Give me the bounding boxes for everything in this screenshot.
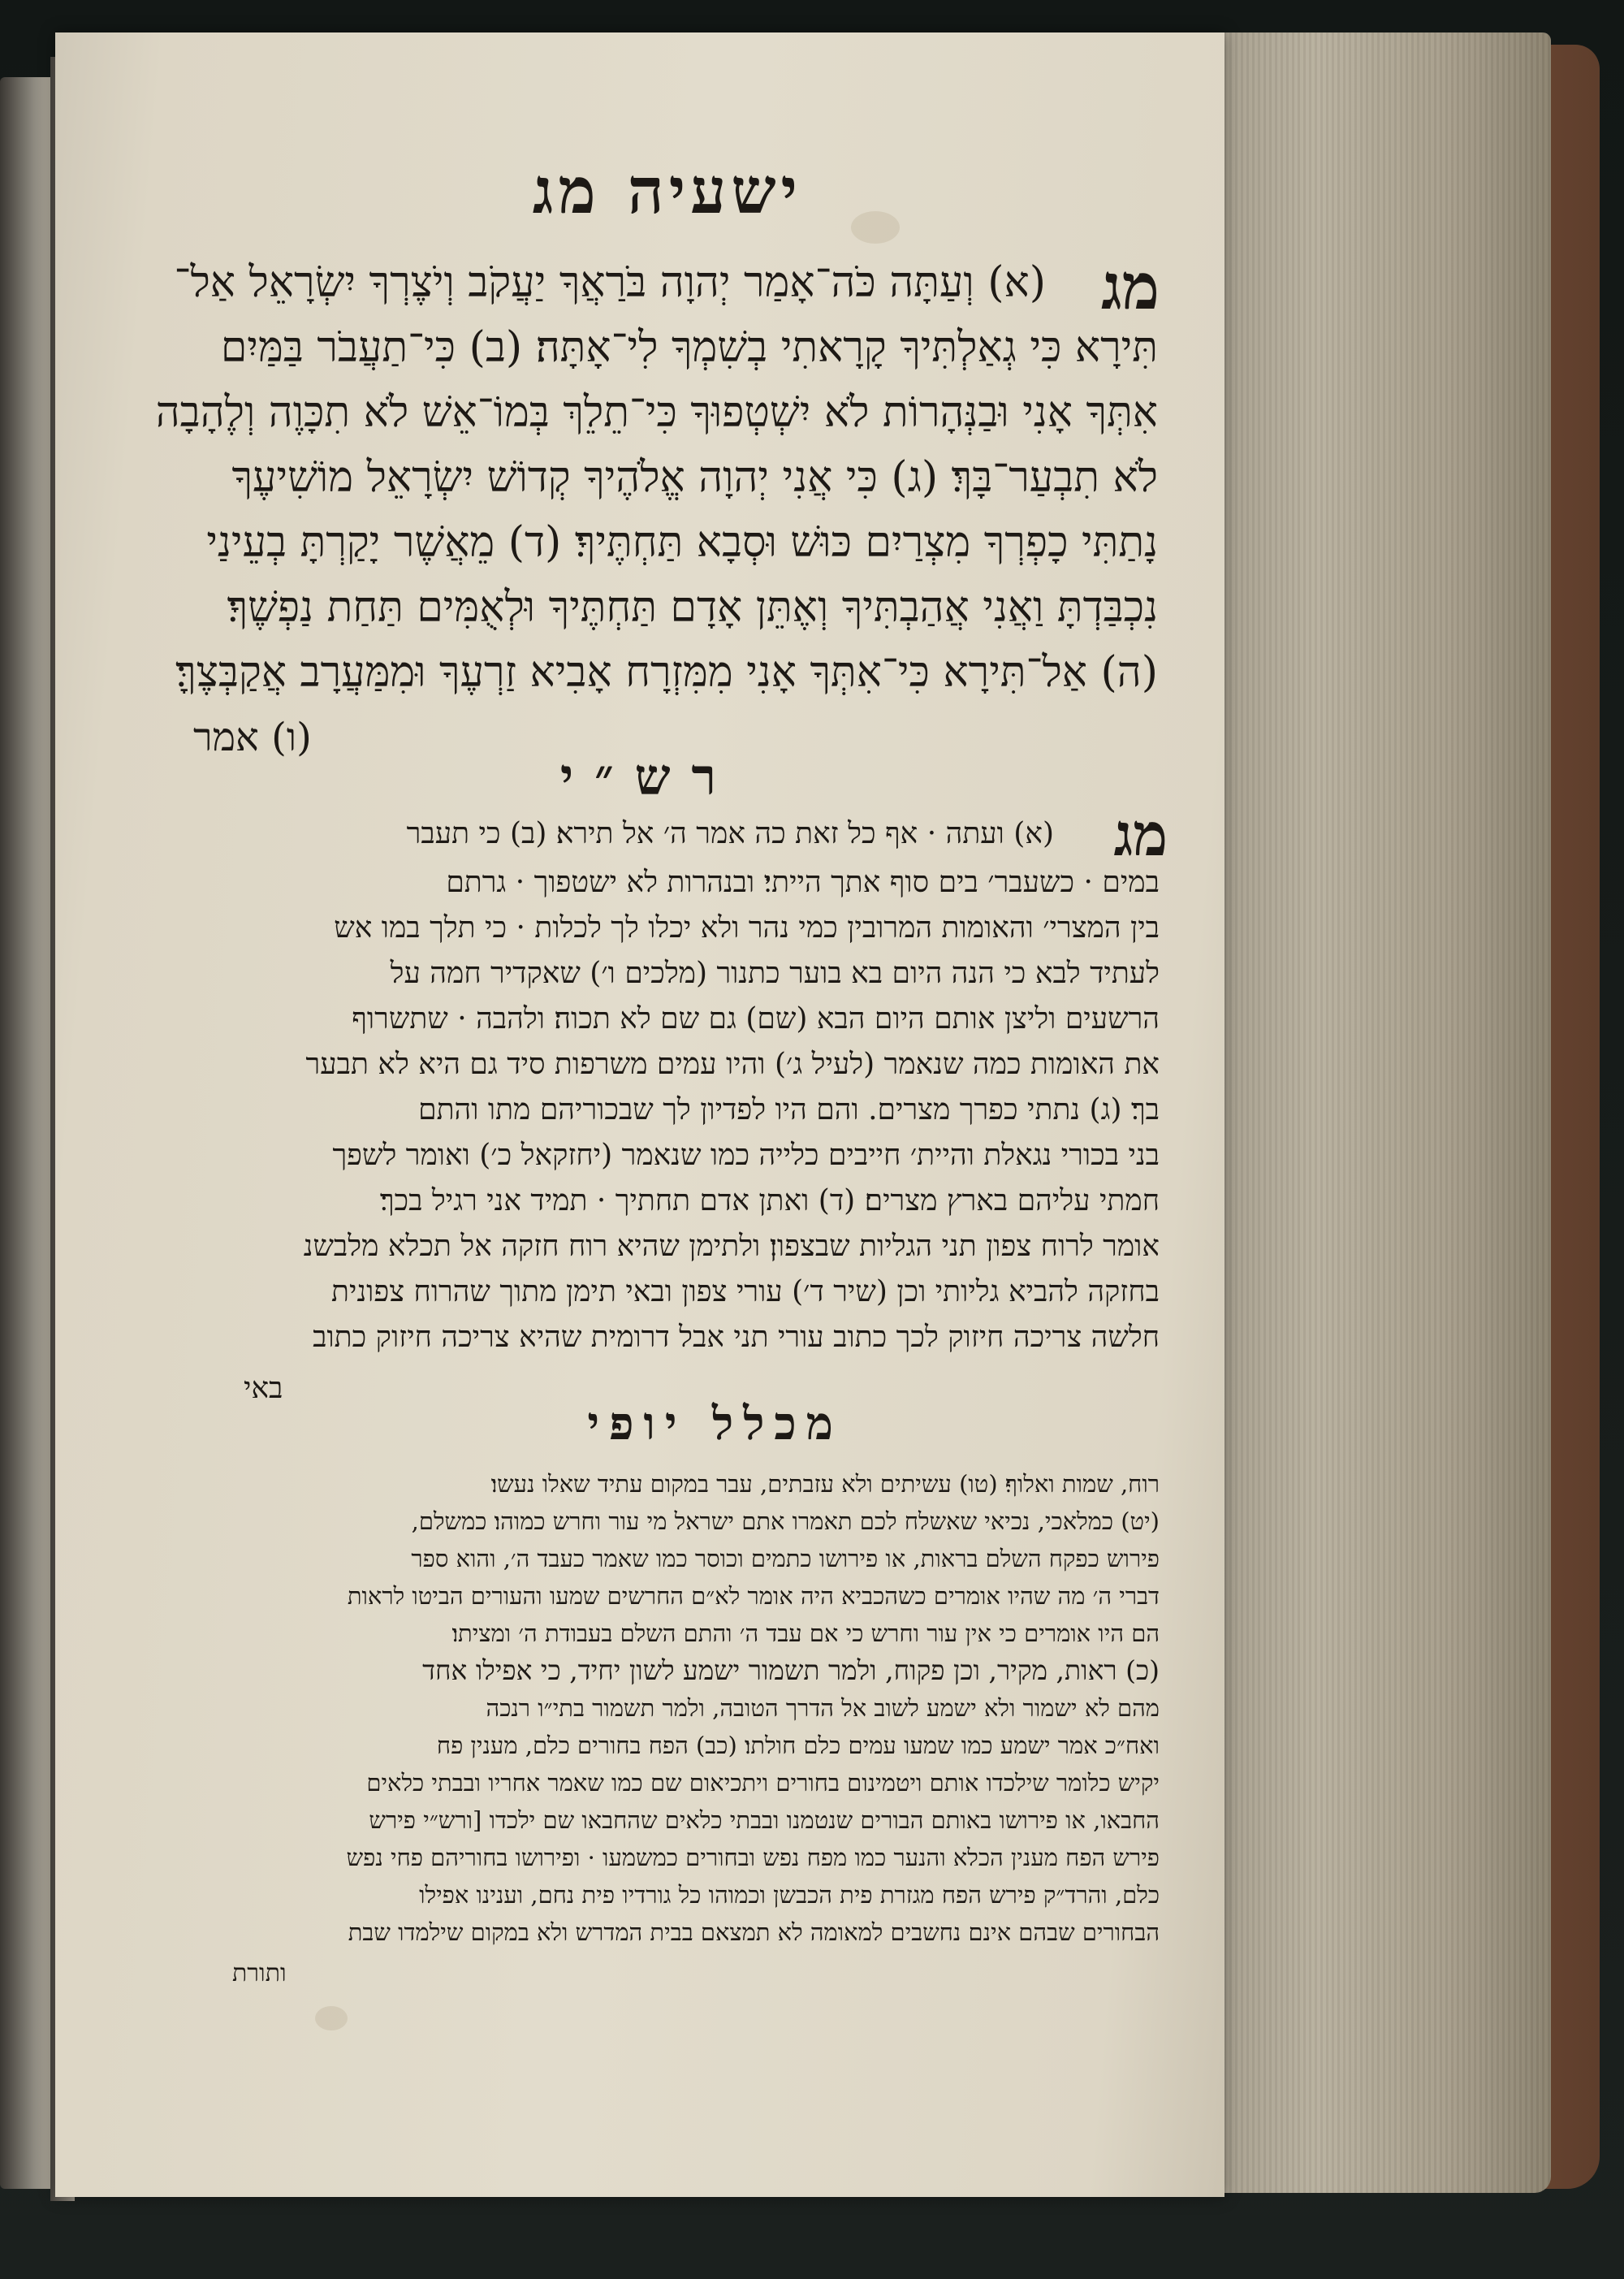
rashi-line: בחזקה להביא גליותי וכן (שיר ד׳) עורי צפון ובאי תימן מתוך שהרוח צפונית xyxy=(331,1275,1160,1308)
rashi-catchword: באי xyxy=(244,1372,283,1405)
mikhlal-catchword: ותורת xyxy=(232,1959,287,1987)
mikhlal-line: החבאו, או פירושו באותם הבורים שנטמנו ובבתי כלאים שהחבאו שם ילכדו [ורש״י פירש xyxy=(369,1806,1160,1834)
chapter-label: מג xyxy=(1101,250,1160,324)
mikhlal-line: (יט) כמלאכי, נכיאי שאשלח לכם תאמרו אתם ישראל מי עור וחרש כמוהו׃ כמשלם, xyxy=(411,1507,1160,1535)
rashi-line: בין המצרי׳ והאומות המרובין כמי נהר ולא יכלו לך לכלות · כי תלך במו אש xyxy=(334,911,1160,945)
rashi-line: בך׃ (ג) נתתי כפרך מצרים. והם היו לפדיון לך שבכוריהם מתו והתם xyxy=(418,1093,1160,1127)
mikhlal-line: פירש הפח מענין הכלא והנער כמו מפח נפש ובחורים כמשמעו · ופירושו בחוריהם פחי נפש xyxy=(346,1844,1160,1871)
mikhlal-line: הם היו אומרים כי אין עור וחרש כי אם עבד ה׳ והתם השלם בעבודת ה׳ ומציתו׃ xyxy=(451,1620,1160,1647)
mikhlal-yofi-heading: מכלל יופי xyxy=(587,1397,843,1451)
bible-catchword: (ו) אמר xyxy=(193,715,312,760)
bible-line: נִכְבַּדְתָּ וַאֲנִי אֲהַבְתִּיךָ וְאֶתֵּן אָדָם תַּחְתֶּיךָ וּלְאֻמִּים תַּחַת נַפְשֶׁךָ׃ xyxy=(227,583,1158,632)
bible-line: (ה) אַל־תִּירָא כִּי־אִתְּךָ אָנִי מִמִּזְרָח אָבִיא זַרְעֶךָ וּמִמַּעֲרָב אֲקַבְּצֶךָּ׃ xyxy=(175,648,1158,697)
rashi-line: חמתי עליהם בארץ מצרים׃ (ד) ואתן אדם תחתיך · תמיד אני רגיל בכך׃ xyxy=(379,1184,1160,1217)
mikhlal-line: מהם לא ישמור ולא ישמע לשוב אל הדרך הטובה, ולמר תשמור בתי״ו רנכה xyxy=(486,1694,1160,1722)
book-page xyxy=(55,32,1224,2197)
bible-line: תִּירָא כִּי גְאַלְתִּיךָ קָרָאתִי בְשִׁמְךָ לִי־אָתָּה׃ (ב) כִּי־תַעֲבֹר בַּמַּיִם xyxy=(220,323,1158,372)
mikhlal-line: רוח, שמות ואלוף׃ (טו) עשיתים ולא עזבתים, עבר במקום עתיד שאלו נעשו׃ xyxy=(490,1470,1160,1498)
rashi-line: (א) ועתה · אף כל זאת כה אמר ה׳ אל תירא׃ (ב) כי תעבר xyxy=(406,817,1054,850)
mikhlal-line: כלם, והרד״ק פירש הפח מגזרת פית הכבשן וכמוהו כל גורדיו פית נחם, וענינו אפילו xyxy=(419,1881,1160,1909)
facing-page-edge xyxy=(0,77,57,2189)
bible-line: נָתַתִּי כָפְרְךָ מִצְרַיִם כּוּשׁ וּסְבָא תַּחְתֶּיךָ׃ (ד) מֵאֲשֶׁר יָקַרְתָּ בְעֵינַי xyxy=(206,518,1158,567)
rashi-line: במים · כשעבר׳ בים סוף אתך הייתי׃ ובנהרות לא ישטפוך · גרתם xyxy=(446,866,1160,899)
bible-line: אִתְּךָ אָנִי וּבַנְּהָרוֹת לֹא יִשְׁטְפוּךָ כִּי־תֵלֵךְ בְּמוֹ־אֵשׁ לֹא תִכָּוֶה וְלֶהָבָה xyxy=(155,388,1158,437)
rashi-line: לעתיד לבא כי הנה היום בא בוער כתנור (מלכים ו׳) שאקדיר חמה על xyxy=(390,957,1160,990)
running-head: ישעיה מג xyxy=(532,154,802,228)
bible-line: לֹא תִבְעַר־בָּךְ׃ (ג) כִּי אֲנִי יְהוָה אֱלֹהֶיךָ קְדוֹשׁ יִשְׂרָאֵל מוֹשִׁיעֶךָ xyxy=(231,453,1158,502)
page-edges xyxy=(1218,32,1551,2193)
mikhlal-line: יקיש כלומר שילכדו אותם ויטמינום בחורים ויתכיאום שם כמו שאמר אחריו ובבתי כלאים xyxy=(366,1769,1160,1797)
rashi-line: בני בכורי נגאלת והיית׳ חייבים כלייה כמו שנאמר (יחזקאל כ׳) ואומר לשפך xyxy=(332,1139,1160,1172)
mikhlal-line: פירוש כפקח השלם בראות, או פירושו כתמים וכוסר כמו שאמר כעבד ה׳, והוא ספר xyxy=(411,1545,1160,1572)
rashi-line: הרשעים וליצן אותם היום הבא (שם) גם שם לא תכוה׃ ולהבה · שתשרוף xyxy=(352,1002,1160,1036)
mikhlal-line: ואח״כ אמר ישמע כמו שמעו עמים כלם חולתו׃ (כב) הפח בחורים כלם, מענין פח xyxy=(436,1732,1160,1759)
rashi-line: את האומות כמה שנאמר (לעיל ג׳) והיו עמים משרפות סיד גם היא לא תבער xyxy=(305,1048,1160,1081)
rashi-line: אומר לרוח צפון תני הגליות שבצפון׃ ולתימן שהיא רוח חזקה אל תכלא מלבשנ xyxy=(303,1230,1160,1263)
rashi-heading: רש״י xyxy=(559,747,737,807)
rashi-chapter-label: מג xyxy=(1113,800,1168,869)
mikhlal-line: (כ) ראות, מקיר, וכן פקוח, ולמר תשמור ישמע לשון יחיד, כי אפילו אחד xyxy=(422,1654,1160,1686)
paper-stain xyxy=(315,2006,348,2030)
mikhlal-line: הבחורים שבהם אינם נחשבים למאומה לא תמצאם בבית המדרש ולא במקום שילמדו שבת xyxy=(348,1918,1160,1946)
rashi-line: חלשה צריכה חיזוק לכך כתוב עורי תני אבל דרומית שהיא צריכה חיזוק כתוב xyxy=(313,1321,1160,1354)
bible-line: (א) וְעַתָּה כֹּה־אָמַר יְהוָה בֹּרַאֲךָ יַעֲקֹב וְיֹצֶרְךָ יִשְׂרָאֵל אַל־ xyxy=(174,258,1046,307)
mikhlal-line: דברי ה׳ מה שהיו אומרים כשהכביא היה אומר לא״ם החרשים שמעו והעורים הביטו לראות xyxy=(347,1582,1160,1610)
paper-stain xyxy=(851,211,900,244)
